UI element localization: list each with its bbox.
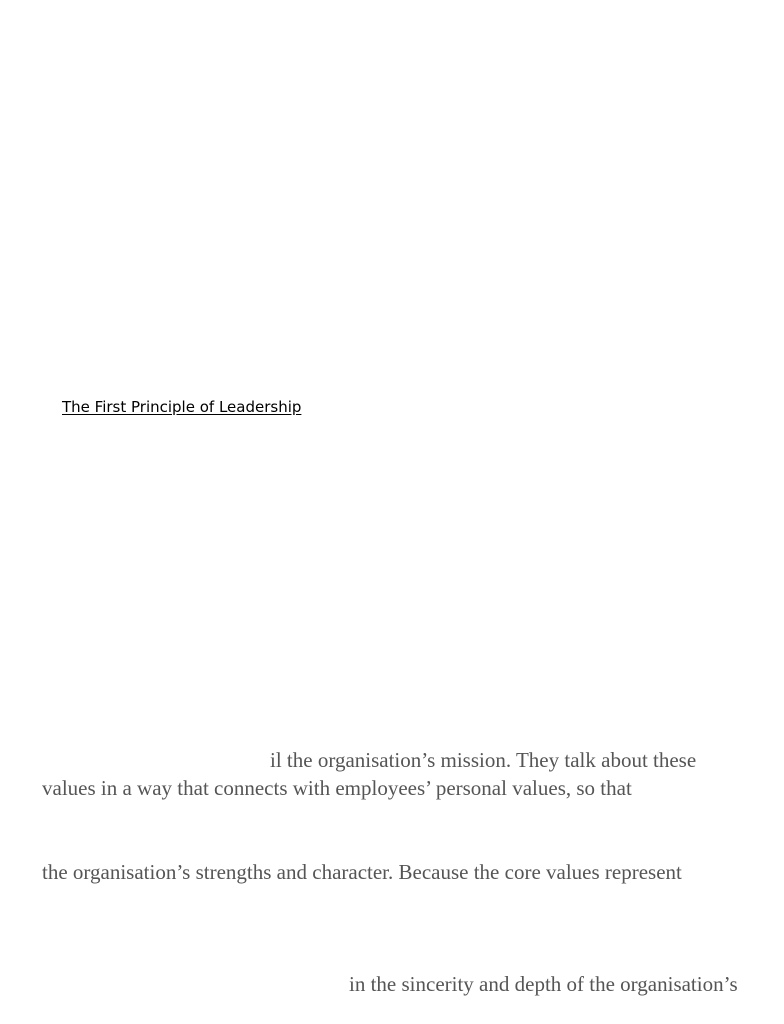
- body-text-line-1: il the organisation’s mission. They talk about these: [270, 748, 697, 772]
- title-link[interactable]: The First Principle of Leadership: [62, 398, 302, 416]
- body-text-line-3: the organisation’s strengths and character. Because the core values represent: [42, 860, 682, 884]
- body-text-line-4: in the sincerity and depth of the organisation’s: [349, 972, 738, 996]
- body-text-line-2: values in a way that connects with employees’ personal values, so that: [42, 776, 632, 800]
